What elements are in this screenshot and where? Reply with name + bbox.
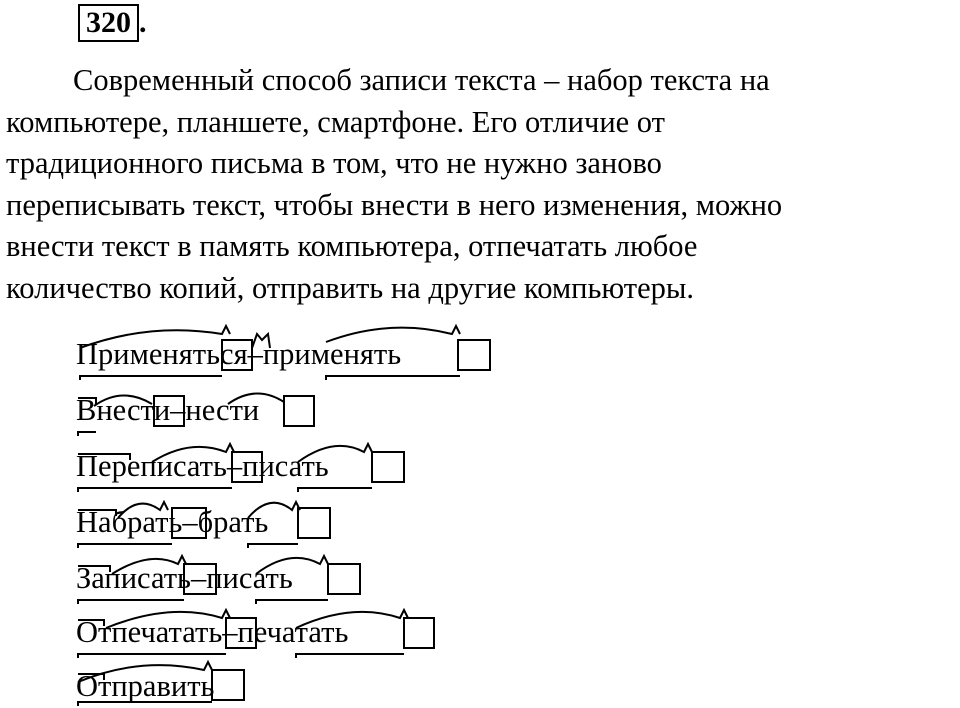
- suffix-mark: [326, 376, 460, 380]
- suffix-mark: [78, 488, 232, 492]
- word-dash: –: [247, 337, 263, 371]
- suffix-mark: [248, 544, 298, 548]
- word-left: Отправить: [76, 669, 215, 703]
- word-dash: –: [222, 615, 238, 649]
- exercise-number-text: 320: [86, 6, 131, 39]
- ending-box-mark: [212, 670, 244, 700]
- word-right: писать: [242, 449, 329, 483]
- word-pair: [76, 392, 259, 428]
- suffix-mark: [78, 544, 172, 548]
- word-dash: –: [190, 561, 207, 595]
- word-pair: [76, 668, 214, 704]
- ending-box-mark: [328, 564, 360, 594]
- text-line: внести текст в память компьютера, отпечатать любое: [6, 229, 698, 263]
- word-pair: [76, 448, 329, 484]
- word-right: печатать: [237, 615, 349, 649]
- suffix-mark: [78, 600, 184, 604]
- word-left: Отпечатать: [76, 615, 223, 649]
- word-pair: [76, 560, 293, 596]
- text-line: количество копий, отправить на другие компьютеры.: [6, 270, 695, 305]
- word-pair: [76, 614, 348, 650]
- ending-box-mark: [404, 618, 434, 648]
- word-left: Набрать: [76, 505, 183, 539]
- suffix-mark: [256, 600, 328, 604]
- word-left: Применяться: [76, 337, 248, 371]
- ending-box-mark: [298, 508, 330, 538]
- text-line: компьютере, планшете, смартфоне. Его отличие от: [6, 104, 665, 139]
- word-pair: [76, 504, 268, 540]
- word-left: Внести: [76, 393, 171, 427]
- word-dash: –: [182, 505, 198, 539]
- suffix-mark: [298, 488, 372, 492]
- word-right: брать: [197, 505, 269, 539]
- suffix-mark: [296, 654, 404, 658]
- text-line: традиционного письма в том, что не нужно заново: [6, 146, 662, 180]
- word-left: Переписать: [76, 449, 227, 483]
- ending-box-mark: [458, 340, 490, 370]
- word-right: применять: [262, 337, 402, 371]
- suffix-mark: [80, 376, 222, 380]
- word-dash: –: [170, 393, 186, 427]
- word-left: Записать: [76, 561, 191, 595]
- suffix-mark: [78, 432, 96, 436]
- suffix-mark: [78, 654, 226, 658]
- word-right: нести: [185, 393, 260, 427]
- ending-box-mark: [372, 452, 404, 482]
- text-line: Современный способ записи текста – набор текста на: [73, 63, 770, 97]
- word-right: писать: [206, 561, 293, 595]
- exercise-number-dot: .: [139, 6, 147, 39]
- word-pair: [76, 336, 401, 372]
- ending-box-mark: [284, 396, 314, 426]
- text-line: переписывать текст, чтобы внести в него изменения, можно: [6, 187, 783, 222]
- word-dash: –: [226, 449, 243, 483]
